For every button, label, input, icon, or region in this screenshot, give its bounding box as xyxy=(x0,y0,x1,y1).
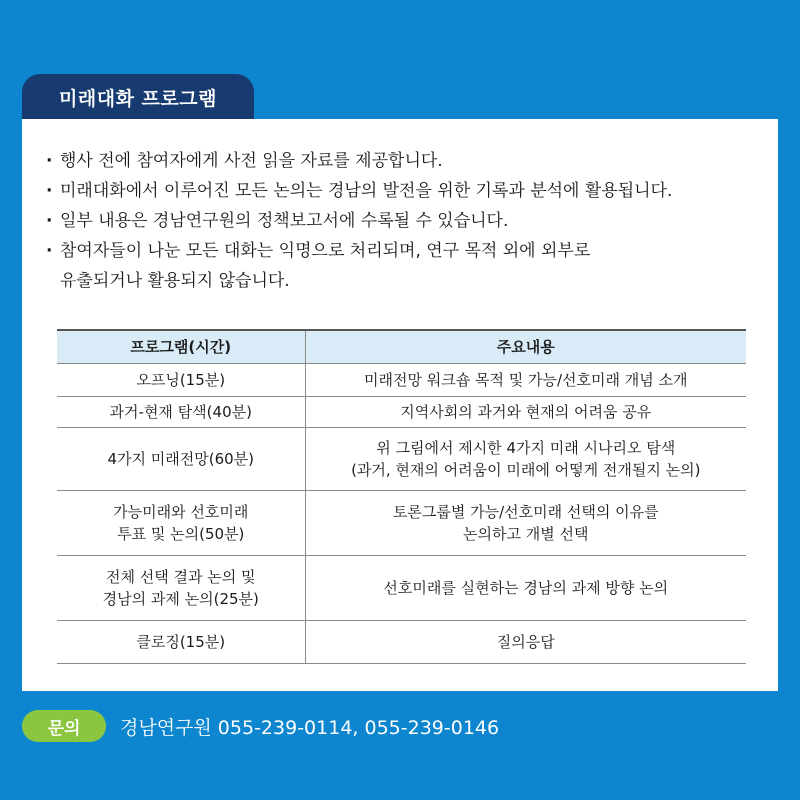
cell-line: 투표 및 논의(50분) xyxy=(117,525,245,543)
program-cell xyxy=(57,556,305,621)
cell-line: (과거, 현재의 어려움이 미래에 어떻게 전개될지 논의) xyxy=(351,461,701,479)
cell-line: 클로징(15분) xyxy=(136,633,226,651)
notice-item xyxy=(46,146,766,176)
notice-item xyxy=(46,206,766,236)
cell-line: 위 그림에서 제시한 4가지 미래 시나리오 탐색 xyxy=(376,439,676,457)
content-cell xyxy=(305,364,746,397)
notice-list xyxy=(46,146,766,296)
content-cell xyxy=(305,397,746,428)
cell-line: 선호미래를 실현하는 경남의 과제 방향 논의 xyxy=(383,579,669,597)
program-table xyxy=(57,329,746,664)
table-row xyxy=(57,621,746,664)
cell-line: 경남의 과제 논의(25분) xyxy=(102,590,259,608)
table-row xyxy=(57,556,746,621)
notice-item xyxy=(46,236,766,296)
table-header-row xyxy=(57,330,746,364)
program-cell xyxy=(57,621,305,664)
notice-text: · 참여자들이 나눈 모든 대화는 익명으로 처리되며, 연구 목적 외에 외부로 xyxy=(60,241,591,261)
notice-item xyxy=(46,176,766,206)
content-cell xyxy=(305,428,746,491)
notice-text-continued: 유출되거나 활용되지 않습니다. xyxy=(60,271,290,291)
cell-line: 논의하고 개별 선택 xyxy=(463,525,589,543)
table-row xyxy=(57,428,746,491)
program-cell xyxy=(57,397,305,428)
cell-line: 질의응답 xyxy=(496,633,555,651)
notice-text: 행사 전에 참여자에게 사전 읽을 자료를 제공합니다. xyxy=(60,151,443,171)
cell-line: 토론그룹별 가능/선호미래 선택의 이유를 xyxy=(392,503,659,521)
cell-line: 전체 선택 결과 논의 및 xyxy=(106,568,256,586)
table-row xyxy=(57,397,746,428)
cell-line: 가능미래와 선호미래 xyxy=(113,503,249,521)
contact-bar xyxy=(22,710,499,742)
content-cell xyxy=(305,556,746,621)
program-cell xyxy=(57,428,305,491)
notice-text: 미래대화에서 이루어진 모든 논의는 경남의 발전을 위한 기록과 분석에 활용됩니다. xyxy=(60,181,673,201)
cell-line: 지역사회의 과거와 현재의 어려움 공유 xyxy=(400,403,652,421)
program-cell xyxy=(57,364,305,397)
content-cell xyxy=(305,621,746,664)
contact-label-badge: 문의 xyxy=(22,710,106,742)
column-header-program: 프로그램(시간) xyxy=(57,330,305,364)
program-cell xyxy=(57,491,305,556)
table-row xyxy=(57,364,746,397)
info-card xyxy=(22,119,778,691)
section-title: 미래대화 프로그램 xyxy=(22,74,254,120)
content-cell xyxy=(305,491,746,556)
column-header-content: 주요내용 xyxy=(305,330,746,364)
contact-info: 경남연구원 055-239-0114, 055-239-0146 xyxy=(120,716,500,739)
cell-line: 4가지 미래전망(60분) xyxy=(107,450,255,468)
notice-text: 일부 내용은 경남연구원의 정책보고서에 수록될 수 있습니다. xyxy=(60,211,509,231)
cell-line: 과거-현재 탐색(40분) xyxy=(109,403,252,421)
table-row xyxy=(57,491,746,556)
cell-line: 미래전망 워크숍 목적 및 가능/선호미래 개념 소개 xyxy=(364,371,688,389)
cell-line: 오프닝(15분) xyxy=(136,371,226,389)
